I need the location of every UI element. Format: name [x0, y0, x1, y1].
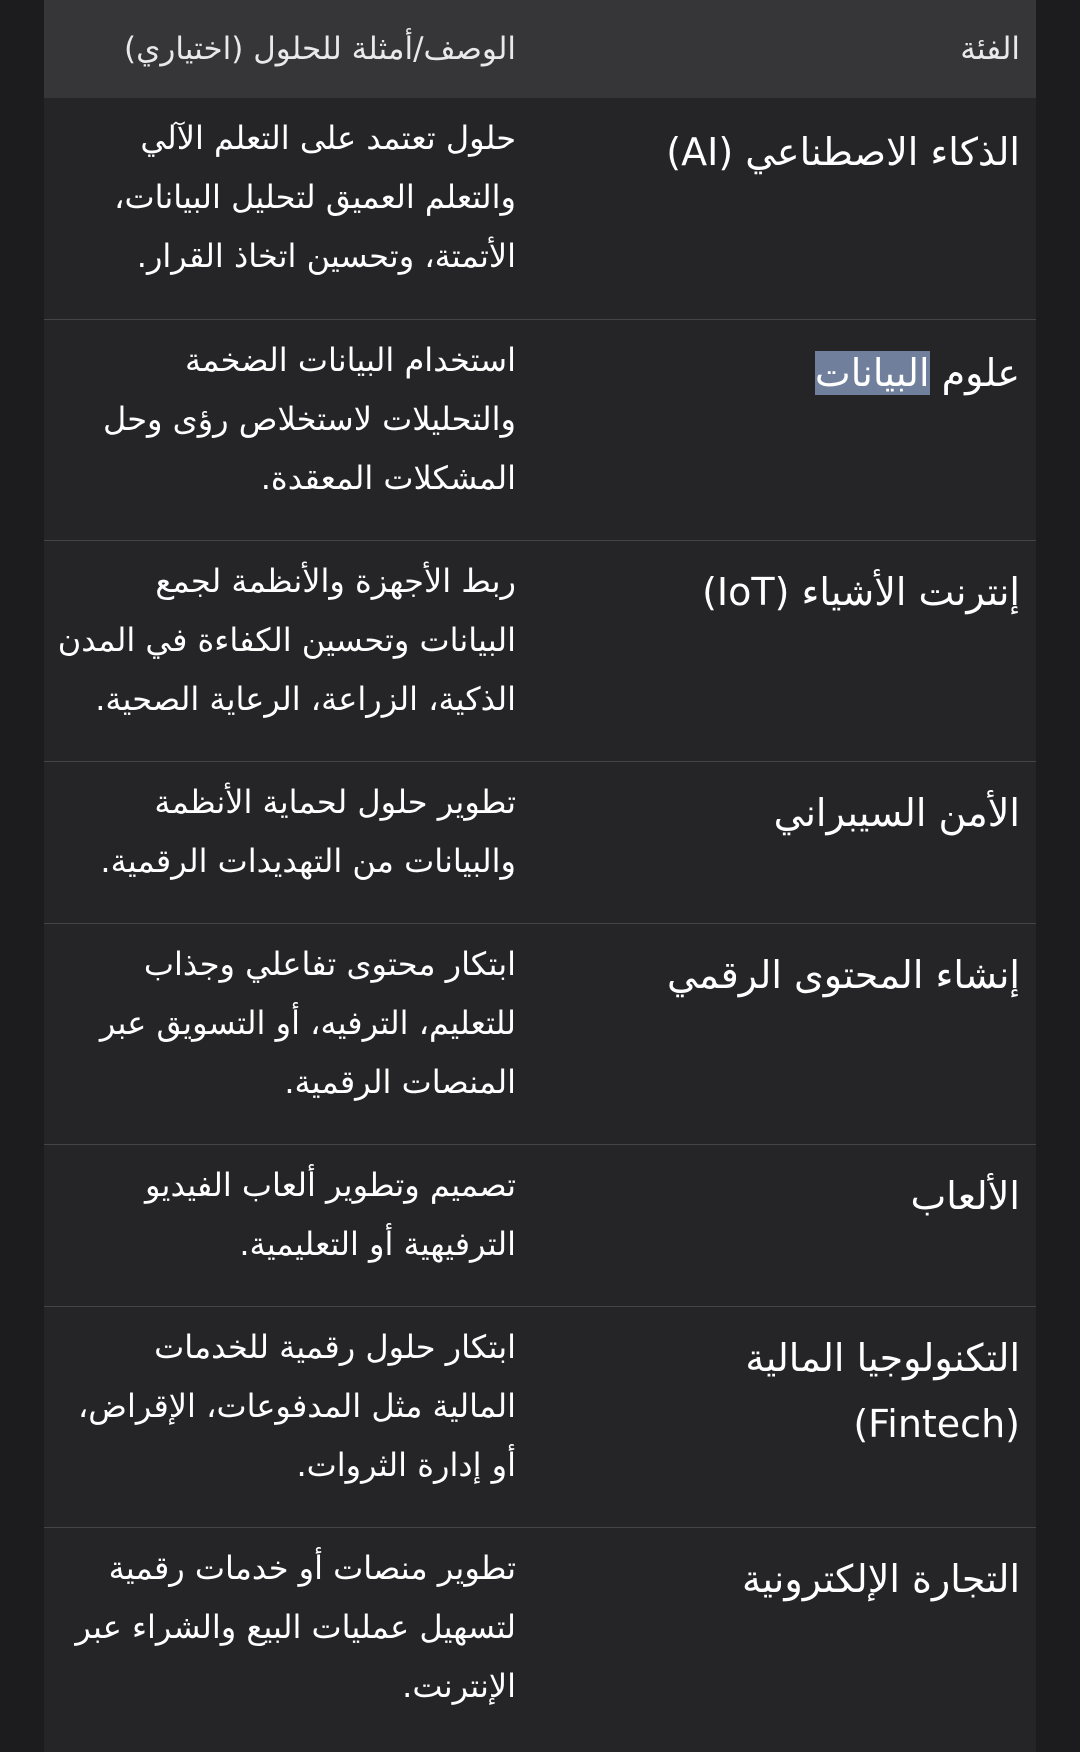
category-text: التكنولوجيا المالية: [745, 1336, 1020, 1380]
table-row: [44, 320, 1036, 541]
description-line: حلول تعتمد على التعلم الآلي: [140, 119, 516, 157]
description-line: المالية مثل المدفوعات، الإقراض،: [77, 1387, 516, 1425]
category-text: الألعاب: [910, 1174, 1020, 1218]
description-line: المنصات الرقمية.: [284, 1063, 516, 1101]
category-text: الذكاء الاصطناعي (AI): [666, 130, 1020, 174]
description-line: الترفيهية أو التعليمية.: [239, 1225, 516, 1263]
category-text: إنترنت الأشياء (IoT): [702, 570, 1020, 614]
category-text: إنشاء المحتوى الرقمي: [666, 953, 1020, 997]
table-row: [44, 1145, 1036, 1307]
category-cell: [516, 1307, 1036, 1527]
table-row: [44, 924, 1036, 1145]
description-line: ابتكار حلول رقمية للخدمات: [154, 1328, 516, 1366]
category-text: الأمن السيبراني: [773, 791, 1020, 835]
table-scroll-area[interactable]: [44, 0, 1036, 1752]
description-line: ربط الأجهزة والأنظمة لجمع: [155, 562, 516, 600]
category-cell: [516, 541, 1036, 761]
description-cell: [44, 924, 516, 1144]
table-row: [44, 1307, 1036, 1528]
description-cell: [44, 320, 516, 540]
description-line: للتعليم، الترفيه، أو التسويق عبر: [99, 1004, 516, 1042]
description-line: البيانات وتحسين الكفاءة في المدن: [57, 621, 516, 659]
category-text: التجارة الإلكترونية: [741, 1557, 1020, 1601]
description-line: الأتمتة، وتحسين اتخاذ القرار.: [136, 237, 516, 275]
category-text: (Fintech): [853, 1402, 1020, 1446]
header-category: الفئة: [960, 31, 1020, 67]
category-cell: [516, 320, 1036, 540]
description-line: الإنترنت.: [402, 1667, 516, 1705]
description-line: والتعلم العميق لتحليل البيانات،: [114, 178, 516, 216]
description-line: المشكلات المعقدة.: [260, 459, 516, 497]
description-line: تصميم وتطوير ألعاب الفيديو: [145, 1166, 516, 1204]
description-cell: [44, 1528, 516, 1748]
table-row: [44, 762, 1036, 924]
description-line: الذكية، الزراعة، الرعاية الصحية.: [95, 680, 516, 718]
category-cell: [516, 924, 1036, 1144]
categories-table: [44, 0, 1036, 1748]
category-cell: [516, 1528, 1036, 1748]
description-cell: [44, 762, 516, 923]
description-line: تطوير منصات أو خدمات رقمية: [108, 1549, 516, 1587]
table-row: [44, 98, 1036, 320]
description-cell: [44, 541, 516, 761]
category-text: علوم: [929, 351, 1020, 395]
description-line: أو إدارة الثروات.: [296, 1446, 516, 1484]
description-cell: [44, 1145, 516, 1306]
category-cell: [516, 1145, 1036, 1306]
description-cell: [44, 1307, 516, 1527]
header-description: الوصف/أمثلة للحلول (اختياري): [124, 31, 516, 67]
category-cell: [516, 762, 1036, 923]
selected-text-highlight[interactable]: البيانات: [814, 351, 930, 395]
table-row: [44, 541, 1036, 762]
description-line: والتحليلات لاستخلاص رؤى وحل: [103, 400, 516, 438]
description-line: ابتكار محتوى تفاعلي وجذاب: [143, 945, 516, 983]
description-cell: [44, 98, 516, 319]
description-line: والبيانات من التهديدات الرقمية.: [100, 842, 516, 880]
description-line: استخدام البيانات الضخمة: [184, 341, 516, 379]
category-cell: [516, 98, 1036, 319]
description-line: لتسهيل عمليات البيع والشراء عبر: [75, 1608, 516, 1646]
table-row: [44, 1528, 1036, 1748]
description-line: تطوير حلول لحماية الأنظمة: [154, 783, 516, 821]
table-header-row: [44, 0, 1036, 98]
